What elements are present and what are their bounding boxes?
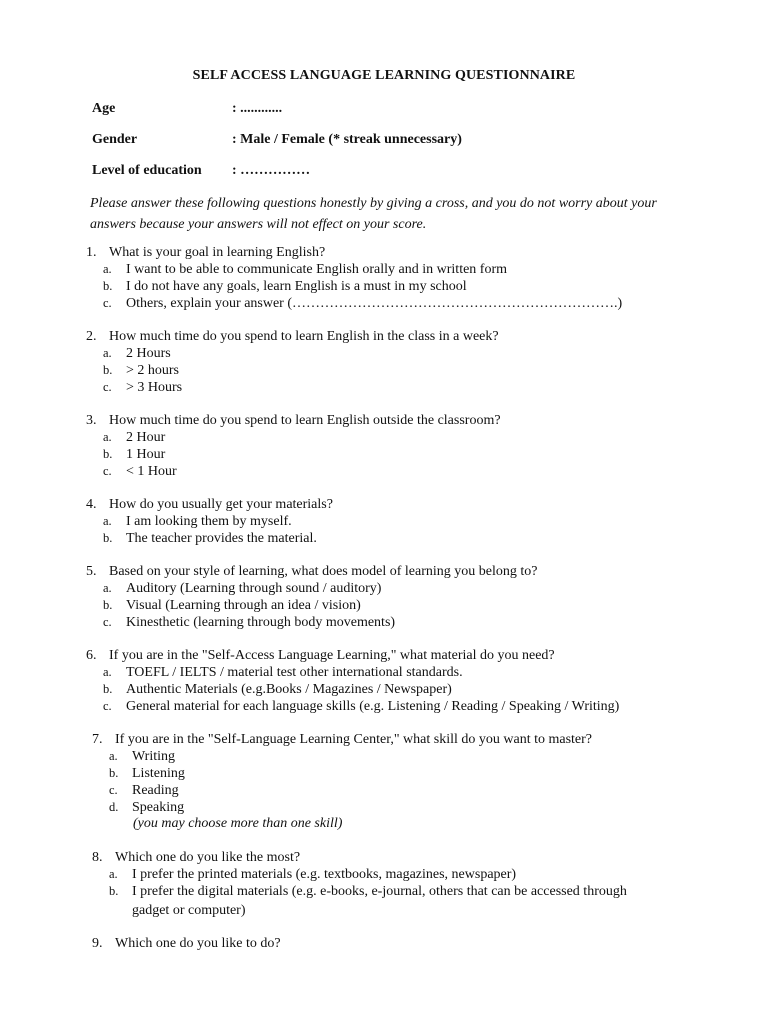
question-3-option-c[interactable] [103, 464, 177, 480]
question-text: If you are in the "Self-Access Language Learning," what material do you need? [109, 648, 555, 663]
question-number: 4. [86, 497, 97, 512]
option-text: I prefer the digital materials (e.g. e-books, e-journal, others that can be accessed through [132, 884, 627, 899]
option-letter: b. [103, 279, 113, 293]
question-3-option-b[interactable] [103, 447, 165, 463]
question-number: 9. [92, 936, 103, 951]
option-text: 2 Hour [126, 430, 166, 445]
question-2-option-a[interactable] [103, 346, 171, 362]
option-letter: b. [109, 766, 119, 780]
option-letter: a. [109, 867, 118, 881]
option-letter: a. [103, 581, 112, 595]
question-7-option-c[interactable] [109, 783, 179, 799]
question-8 [92, 850, 300, 866]
question-number: 3. [86, 413, 97, 428]
option-text: TOEFL / IELTS / material test other international standards. [126, 665, 463, 680]
option-text: Reading [132, 783, 179, 798]
question-text: Which one do you like to do? [115, 936, 281, 951]
option-text: Others, explain your answer (…………………………………………………………….) [126, 296, 623, 311]
option-letter: a. [103, 262, 112, 276]
question-7-option-b[interactable] [109, 766, 185, 782]
question-7-option-a[interactable] [109, 749, 175, 765]
question-text: Which one do you like the most? [115, 850, 301, 865]
option-text: I prefer the printed materials (e.g. textbooks, magazines, newspaper) [132, 867, 517, 882]
option-letter: c. [103, 464, 112, 478]
option-text: I do not have any goals, learn English is a must in my school [126, 279, 467, 294]
instructions: Please answer these following questions honestly by giving a cross, and you do not worry about your answers because your answers will not effect on your score. [90, 196, 657, 232]
education-value: : …………… [232, 163, 311, 178]
question-1-option-b[interactable] [103, 279, 467, 295]
option-letter: b. [103, 447, 113, 461]
option-text: General material for each language skills (e.g. Listening / Reading / Speaking / Writing) [126, 699, 620, 714]
option-text: > 2 hours [126, 363, 180, 378]
option-text: > 3 Hours [126, 380, 183, 395]
question-4-option-b[interactable] [103, 531, 317, 547]
question-1-option-a[interactable] [103, 262, 507, 278]
question-8-option-b[interactable] [109, 884, 627, 900]
gender-label: Gender [92, 132, 138, 147]
option-letter: b. [103, 363, 113, 377]
option-text: 2 Hours [126, 346, 171, 361]
age-value: : ............ [232, 101, 283, 116]
question-6-option-b[interactable] [103, 682, 452, 698]
age-field [92, 101, 282, 117]
option-letter: c. [103, 380, 112, 394]
option-text: Listening [132, 766, 185, 781]
question-9 [92, 936, 281, 952]
option-letter: b. [109, 884, 119, 898]
option-letter: a. [103, 665, 112, 679]
question-7-note: (you may choose more than one skill) [133, 816, 343, 831]
question-text: How do you usually get your materials? [109, 497, 333, 512]
question-6 [86, 648, 555, 664]
question-text: What is your goal in learning English? [109, 245, 326, 260]
option-letter: a. [103, 514, 112, 528]
question-number: 2. [86, 329, 97, 344]
question-2-option-b[interactable] [103, 363, 179, 379]
question-5-option-c[interactable] [103, 615, 395, 631]
question-text: If you are in the "Self-Language Learning Center," what skill do you want to master? [115, 732, 592, 747]
question-number: 6. [86, 648, 97, 663]
option-text: The teacher provides the material. [126, 531, 317, 546]
option-text: Kinesthetic (learning through body movements) [126, 615, 396, 630]
age-label: Age [92, 101, 116, 116]
question-text: How much time do you spend to learn English in the class in a week? [109, 329, 499, 344]
question-5-option-b[interactable] [103, 598, 361, 614]
option-letter: c. [109, 783, 118, 797]
option-text: Writing [132, 749, 175, 764]
question-text: How much time do you spend to learn English outside the classroom? [109, 413, 501, 428]
question-number: 5. [86, 564, 97, 579]
question-2 [86, 329, 499, 345]
page-title: SELF ACCESS LANGUAGE LEARNING QUESTIONNAIRE [192, 68, 576, 83]
option-text: Visual (Learning through an idea / vision) [126, 598, 361, 613]
option-text: I am looking them by myself. [126, 514, 292, 529]
question-6-option-a[interactable] [103, 665, 463, 681]
option-letter: b. [103, 531, 113, 545]
question-3 [86, 413, 501, 429]
option-letter: a. [109, 749, 118, 763]
question-4-option-a[interactable] [103, 514, 292, 530]
question-7 [92, 732, 592, 748]
question-8-option-b-continuation: gadget or computer) [132, 903, 246, 918]
question-7-option-d[interactable] [109, 800, 184, 816]
option-text: Speaking [132, 800, 185, 815]
option-text: 1 Hour [126, 447, 166, 462]
gender-field [92, 132, 462, 148]
question-text: Based on your style of learning, what does model of learning you belong to? [109, 564, 538, 579]
question-4 [86, 497, 333, 513]
option-letter: c. [103, 296, 112, 310]
question-8-option-a[interactable] [109, 867, 516, 883]
question-6-option-c[interactable] [103, 699, 619, 715]
education-label: Level of education [92, 163, 202, 178]
option-text: Auditory (Learning through sound / auditory) [126, 581, 382, 596]
question-5 [86, 564, 537, 580]
option-text: I want to be able to communicate English orally and in written form [126, 262, 508, 277]
question-number: 7. [92, 732, 103, 747]
option-letter: a. [103, 346, 112, 360]
question-2-option-c[interactable] [103, 380, 182, 396]
gender-value: : Male / Female (* streak unnecessary) [232, 132, 462, 147]
option-letter: c. [103, 615, 112, 629]
option-letter: a. [103, 430, 112, 444]
option-text: < 1 Hour [126, 464, 177, 479]
option-letter: b. [103, 682, 113, 696]
education-field [92, 163, 310, 179]
question-5-option-a[interactable] [103, 581, 381, 597]
question-number: 8. [92, 850, 103, 865]
question-3-option-a[interactable] [103, 430, 165, 446]
question-number: 1. [86, 245, 97, 260]
option-letter: d. [109, 800, 119, 814]
question-1 [86, 245, 325, 261]
option-text: Authentic Materials (e.g.Books / Magazines / Newspaper) [126, 682, 452, 697]
option-letter: c. [103, 699, 112, 713]
option-letter: b. [103, 598, 113, 612]
question-1-option-c[interactable] [103, 296, 622, 312]
